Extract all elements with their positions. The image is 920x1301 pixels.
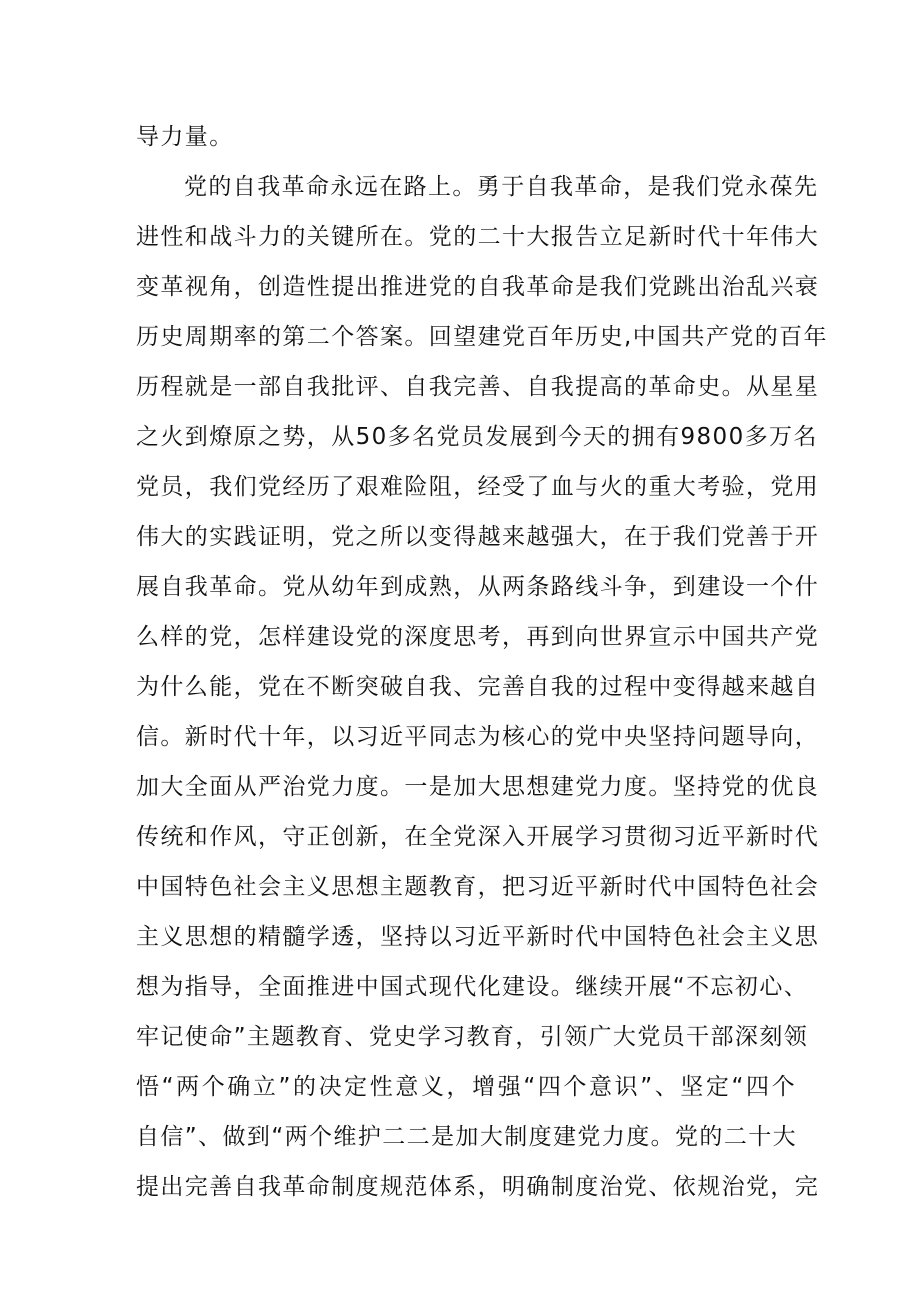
text-line: 主义思想的精髓学透，坚持以习近平新时代中国特色社会主义思	[136, 924, 820, 950]
text-line: 进性和战斗力的关键所在。党的二十大报告立足新时代十年伟大	[136, 224, 820, 250]
text-line: 导力量。	[136, 124, 234, 150]
text-line: 之火到燎原之势，从50多名党员发展到今天的拥有9800多万名	[136, 424, 818, 450]
text-line: 自信”、做到“两个维护二二是加大制度建党力度。党的二十大	[136, 1124, 798, 1150]
text-line: 传统和作风，守正创新，在全党深入开展学习贯彻习近平新时代	[136, 824, 820, 850]
text-line: 变革视角，创造性提出推进党的自我革命是我们党跳出治乱兴衰	[136, 274, 820, 300]
text-line: 历史周期率的第二个答案。回望建党百年历史,中国共产党的百年	[136, 324, 828, 350]
text-line: 想为指导，全面推进中国式现代化建设。继续开展“不忘初心、	[136, 974, 809, 1000]
text-line: 信。新时代十年，以习近平同志为核心的党中央坚持问题导向，	[136, 724, 820, 750]
text-line: 伟大的实践证明，党之所以变得越来越强大，在于我们党善于开	[136, 524, 820, 550]
text-line: 展自我革命。党从幼年到成熟，从两条路线斗争，到建设一个什	[136, 574, 820, 600]
text-line: 提出完善自我革命制度规范体系，明确制度治党、依规治党，完	[136, 1174, 820, 1200]
text-line: 党员，我们党经历了艰难险阻，经受了血与火的重大考验，党用	[136, 474, 820, 500]
text-line: 中国特色社会主义思想主题教育，把习近平新时代中国特色社会	[136, 874, 820, 900]
text-line: 党的自我革命永远在路上。勇于自我革命，是我们党永葆先	[184, 174, 819, 200]
text-line: 牢记使命”主题教育、党史学习教育，引领广大党员干部深刻领	[136, 1024, 809, 1050]
text-line: 历程就是一部自我批评、自我完善、自我提高的革命史。从星星	[136, 374, 820, 400]
text-line: 么样的党，怎样建设党的深度思考，再到向世界宣示中国共产党	[136, 624, 820, 650]
text-line: 为什么能，党在不断突破自我、完善自我的过程中变得越来越自	[136, 674, 820, 700]
text-line: 加大全面从严治党力度。一是加大思想建党力度。坚持党的优良	[136, 774, 820, 800]
text-line: 悟“两个确立”的决定性意义，增强“四个意识”、坚定“四个	[136, 1074, 796, 1100]
